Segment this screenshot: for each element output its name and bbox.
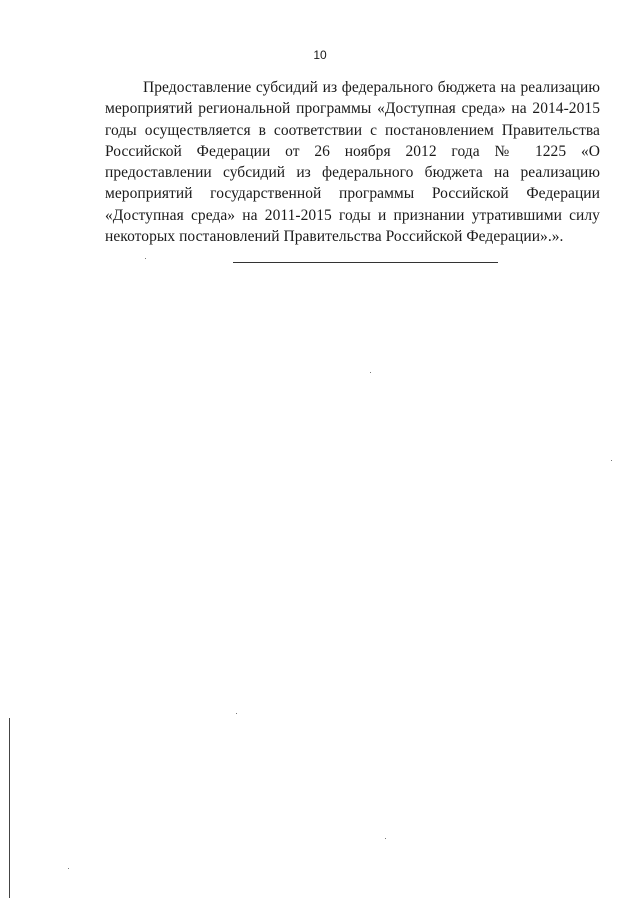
scan-speck [370, 372, 371, 373]
page-number: 10 [313, 48, 327, 62]
scan-speck [611, 460, 612, 461]
scan-speck [236, 713, 237, 714]
closing-separator-line [233, 262, 498, 263]
scan-speck [145, 258, 146, 259]
body-paragraph: Предоставление субсидий из федерального бюджета на реализацию мероприятий региональной программы «Доступная среда» на 2014-2015 годы осуществляется в соответствии с постановлением Правительства Российской Федерации от 26 ноября 2012 года № 1225 «О предоставлении субсидий из федерального бюджета на реализацию мероприятий государственной программы Российской Федерации «Доступная среда» на 2011-2015 годы и признании утратившими силу некоторых постановлений Правительства Российской Федерации».». [105, 79, 600, 246]
scan-speck [385, 838, 386, 839]
scan-edge-mark [9, 718, 10, 898]
scan-speck [68, 868, 69, 869]
